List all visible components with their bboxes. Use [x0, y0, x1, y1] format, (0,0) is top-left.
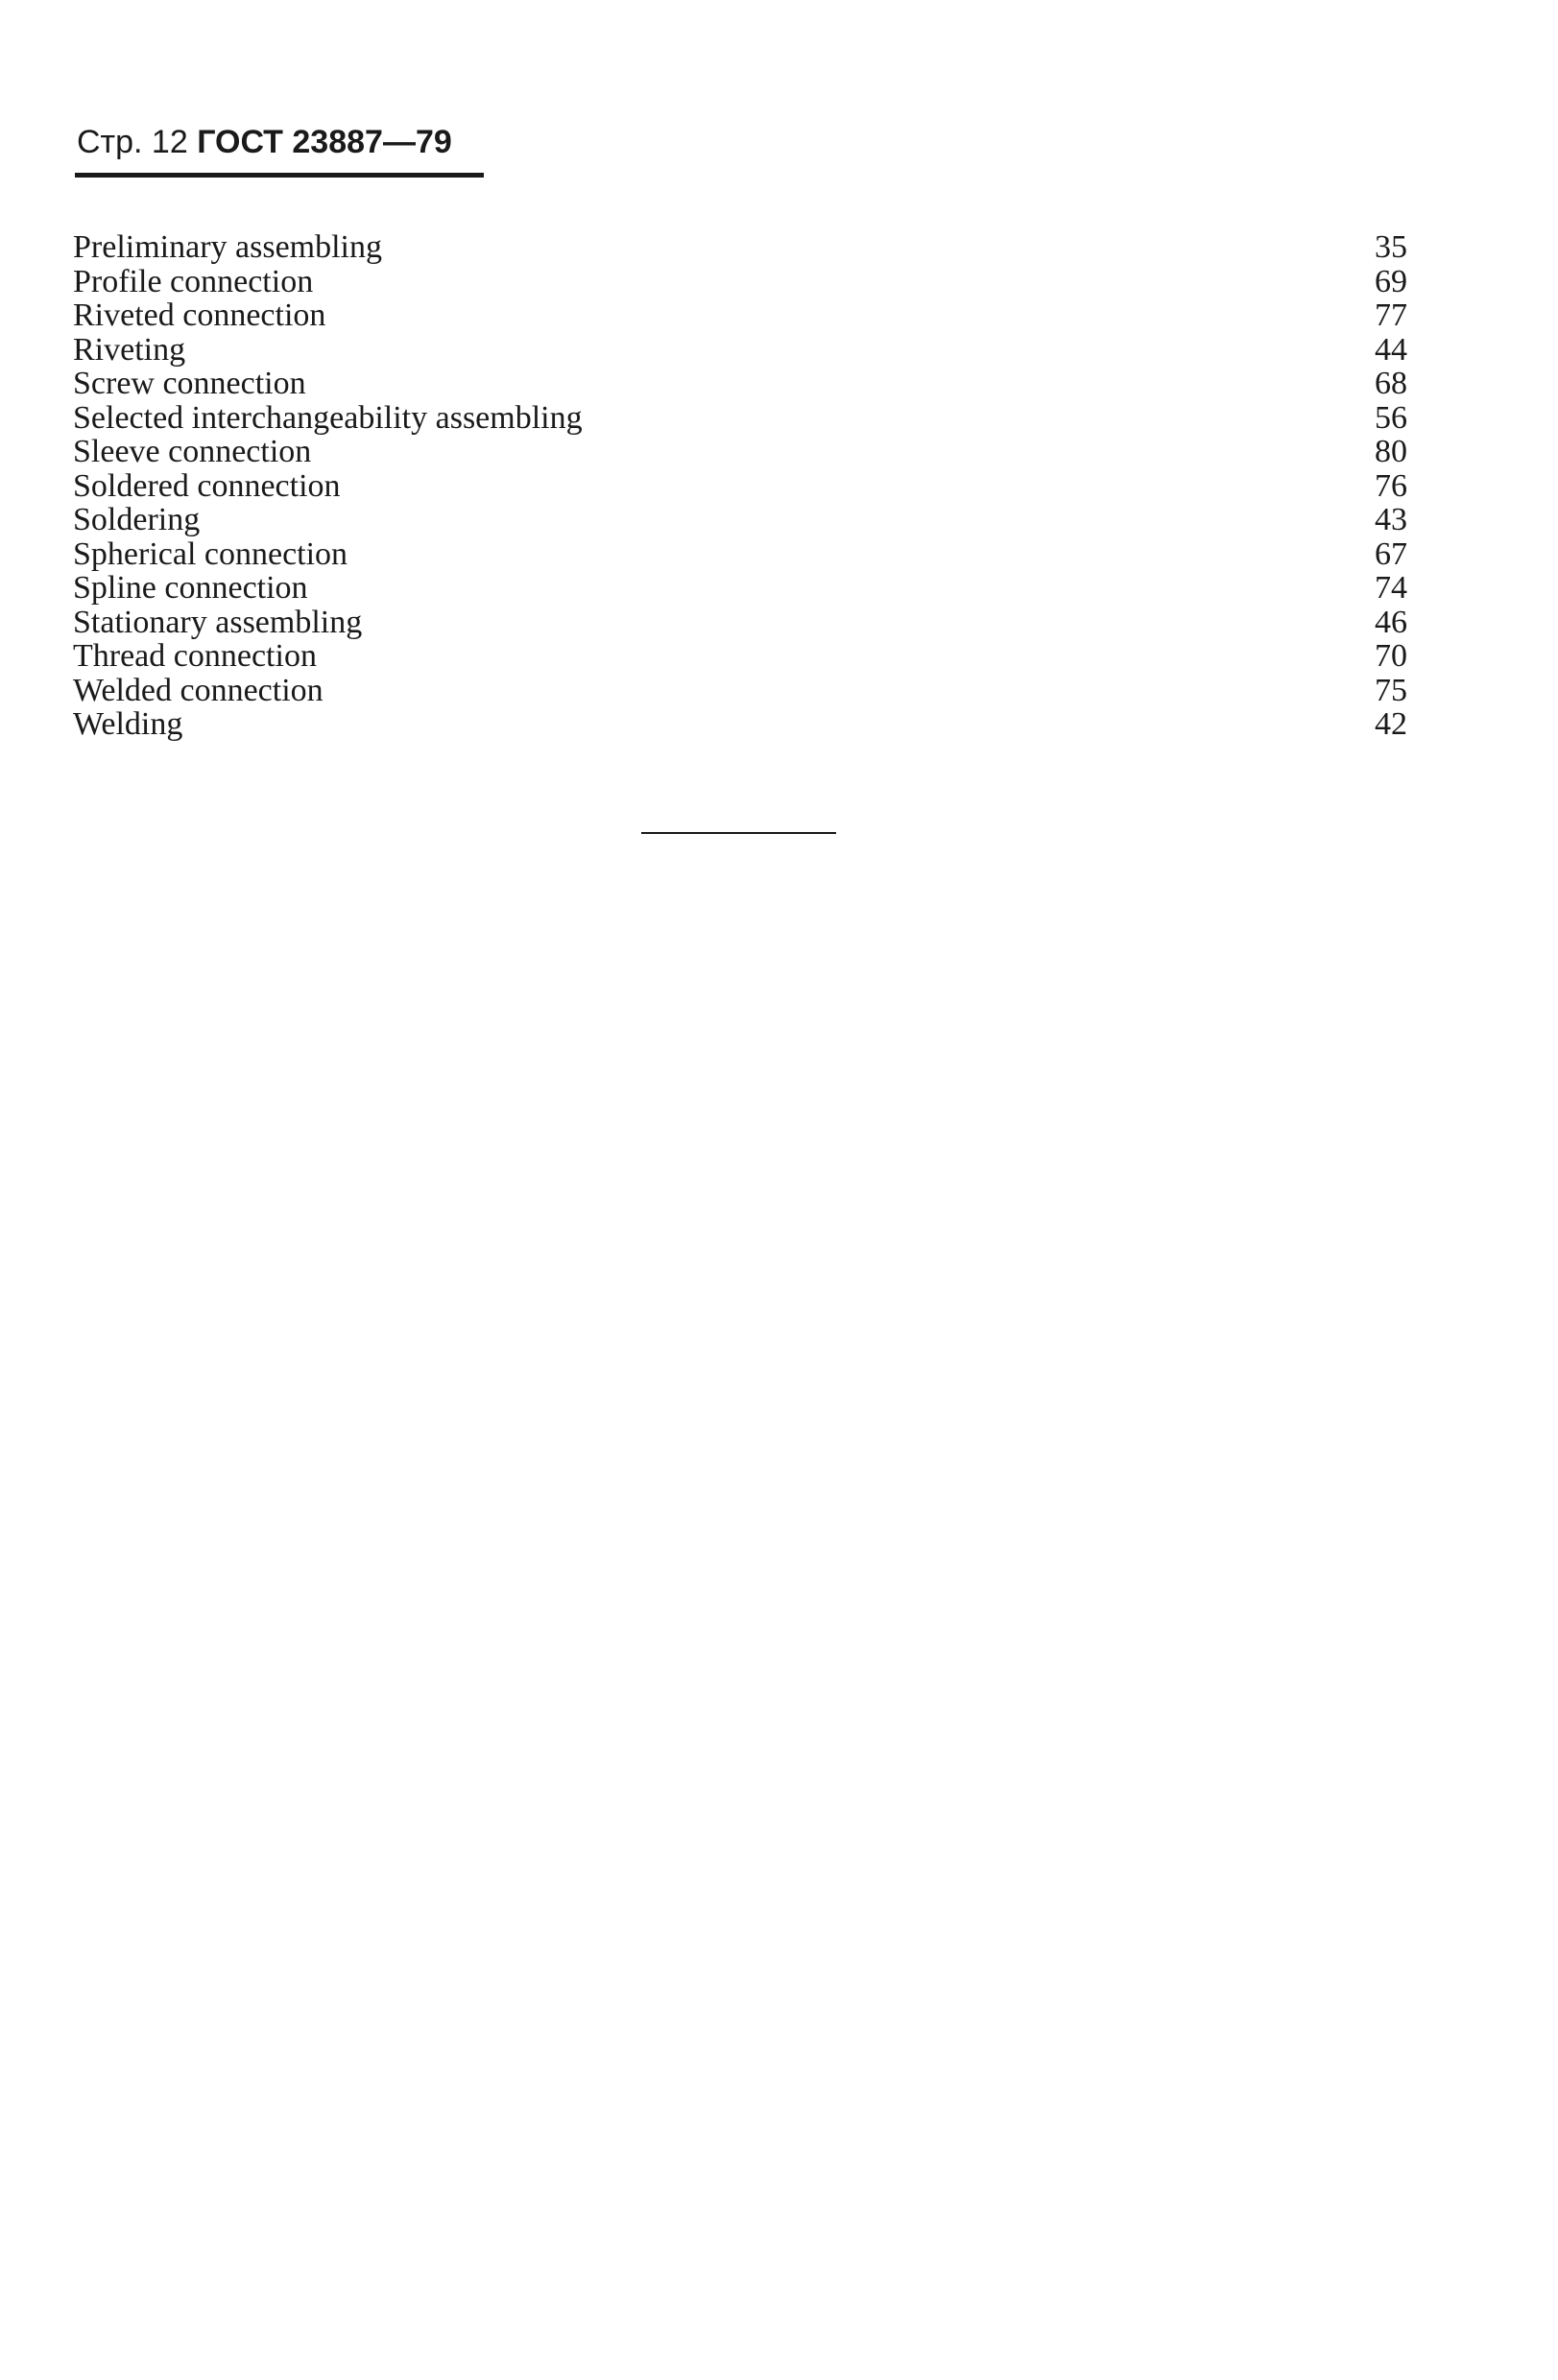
index-term: Spline connection [73, 570, 308, 606]
index-term: Spherical connection [73, 536, 348, 572]
index-term: Stationary assembling [73, 604, 363, 640]
index-entry [73, 469, 1407, 504]
index-page-number: 35 [1375, 229, 1407, 265]
index-page-number: 67 [1375, 536, 1407, 572]
index-page-number: 69 [1375, 263, 1407, 299]
index-term: Sleeve connection [73, 434, 312, 469]
index-term: Riveted connection [73, 298, 326, 333]
index-entry [73, 367, 1407, 401]
index-term: Welding [73, 706, 183, 742]
index-page-number: 56 [1375, 399, 1407, 436]
index-page-number: 74 [1375, 570, 1407, 606]
index-entry [73, 537, 1407, 572]
index-entry [73, 401, 1407, 436]
index-term: Riveting [73, 331, 186, 368]
index-entry [73, 298, 1407, 333]
index-entry [73, 503, 1407, 537]
index-page-number: 70 [1375, 638, 1407, 674]
document-id: ГОСТ 23887—79 [197, 124, 452, 160]
index-term: Welded connection [73, 672, 324, 708]
index-page-number: 44 [1375, 331, 1407, 368]
index-entry [73, 230, 1407, 265]
index-page-number: 42 [1375, 706, 1407, 742]
end-of-section-rule [641, 832, 836, 834]
index-page-number: 43 [1375, 502, 1407, 537]
index-term: Soldering [73, 502, 201, 537]
header-rule [75, 173, 484, 178]
index-term: Preliminary assembling [73, 229, 383, 265]
index-term: Selected interchangeability assembling [73, 399, 583, 436]
index-term: Profile connection [73, 263, 314, 299]
index-entry [73, 571, 1407, 606]
page-header [77, 123, 452, 161]
index-term: Soldered connection [73, 467, 341, 504]
index-list [73, 230, 1407, 742]
index-page-number: 80 [1375, 434, 1407, 469]
index-page-number: 68 [1375, 366, 1407, 401]
index-page-number: 76 [1375, 467, 1407, 504]
index-entry [73, 707, 1407, 742]
index-page-number: 75 [1375, 672, 1407, 708]
index-entry [73, 639, 1407, 674]
index-term: Screw connection [73, 366, 306, 401]
page-number-label: Стр. 12 [77, 124, 188, 160]
index-page-number: 77 [1375, 298, 1407, 333]
index-page-number: 46 [1375, 604, 1407, 640]
index-entry [73, 674, 1407, 708]
index-entry [73, 435, 1407, 469]
index-entry [73, 265, 1407, 299]
index-entry [73, 333, 1407, 368]
index-entry [73, 606, 1407, 640]
index-term: Thread connection [73, 638, 317, 674]
